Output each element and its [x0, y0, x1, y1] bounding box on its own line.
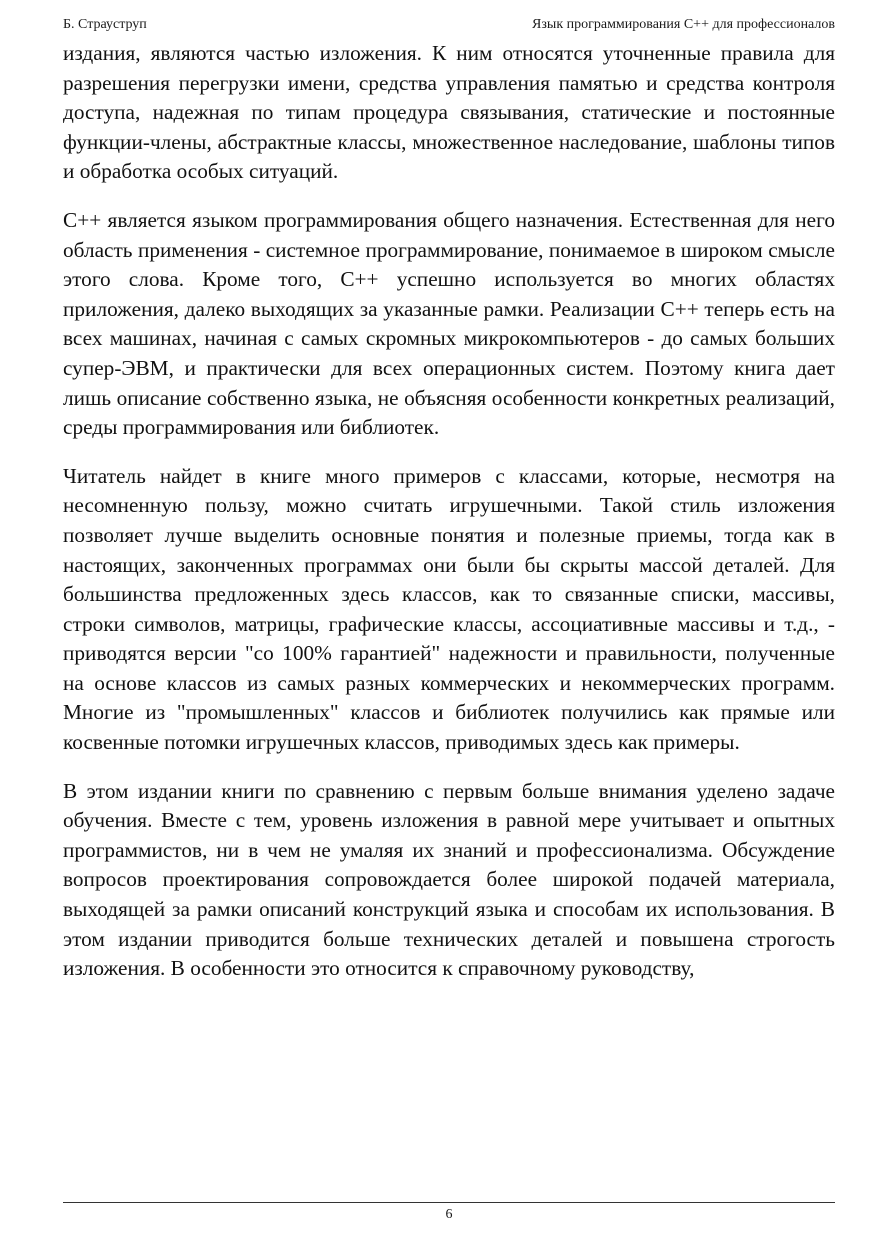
body-text	[63, 39, 835, 984]
running-header	[63, 15, 835, 37]
paragraph: издания, являются частью изложения. К ним относятся уточненные правила для разрешения перегрузки имени, средства управления памятью и средства контроля доступа, надежная по типам процедура связывания, статические и постоянные функции-члены, абстрактные классы, множественное наследование, шаблоны типов и обработка особых ситуаций.	[63, 41, 835, 184]
paragraph: В этом издании книги по сравнению с первым больше внимания уделено задаче обучения. Вместе с тем, уровень изложения в равной мере учитывает и опытных программистов, ни в чем не умаляя их знаний и профессионализма. Обсуждение вопросов проектирования сопровождается более широкой подачей материала, выходящей за рамки описаний конструкций языка и способам их использования. В этом издании приводится больше технических деталей и повышена строгость изложения. В особенности это относится к справочному руководству,	[63, 778, 835, 981]
header-book-title: Язык программирования С++ для профессионалов	[532, 17, 835, 32]
paragraph: Читатель найдет в книге много примеров с классами, которые, несмотря на несомненную пользу, можно считать игрушечными. Такой стиль изложения позволяет лучше выделить основные понятия и полезные приемы, тогда как в настоящих, законченных программах они были бы скрыты массой деталей. Для большинства предложенных здесь классов, как то связанные списки, массивы, строки символов, матрицы, графические классы, ассоциативные массивы и т.д., - приводятся версии "со 100% гарантией" надежности и правильности, полученные на основе классов из самых разных коммерческих и некоммерческих программ. Многие из "промышленных" классов и библиотек получились как прямые или косвенные потомки игрушечных классов, приводимых здесь как примеры.	[63, 463, 835, 755]
page-number: 6	[445, 1207, 453, 1222]
header-author: Б. Страуструп	[63, 17, 147, 32]
footer-divider	[63, 1202, 835, 1203]
paragraph: С++ является языком программирования общего назначения. Естественная для него область применения - системное программирование, понимаемое в широком смысле этого слова. Кроме того, C++ успешно используется во многих областях приложения, далеко выходящих за указанные рамки. Реализации C++ теперь есть на всех машинах, начиная с самых скромных микрокомпьютеров - до самых больших супер-ЭВМ, и практически для всех операционных систем. Поэтому книга дает лишь описание собственно языка, не объясняя особенности конкретных реализаций, среды программирования или библиотек.	[63, 207, 835, 440]
